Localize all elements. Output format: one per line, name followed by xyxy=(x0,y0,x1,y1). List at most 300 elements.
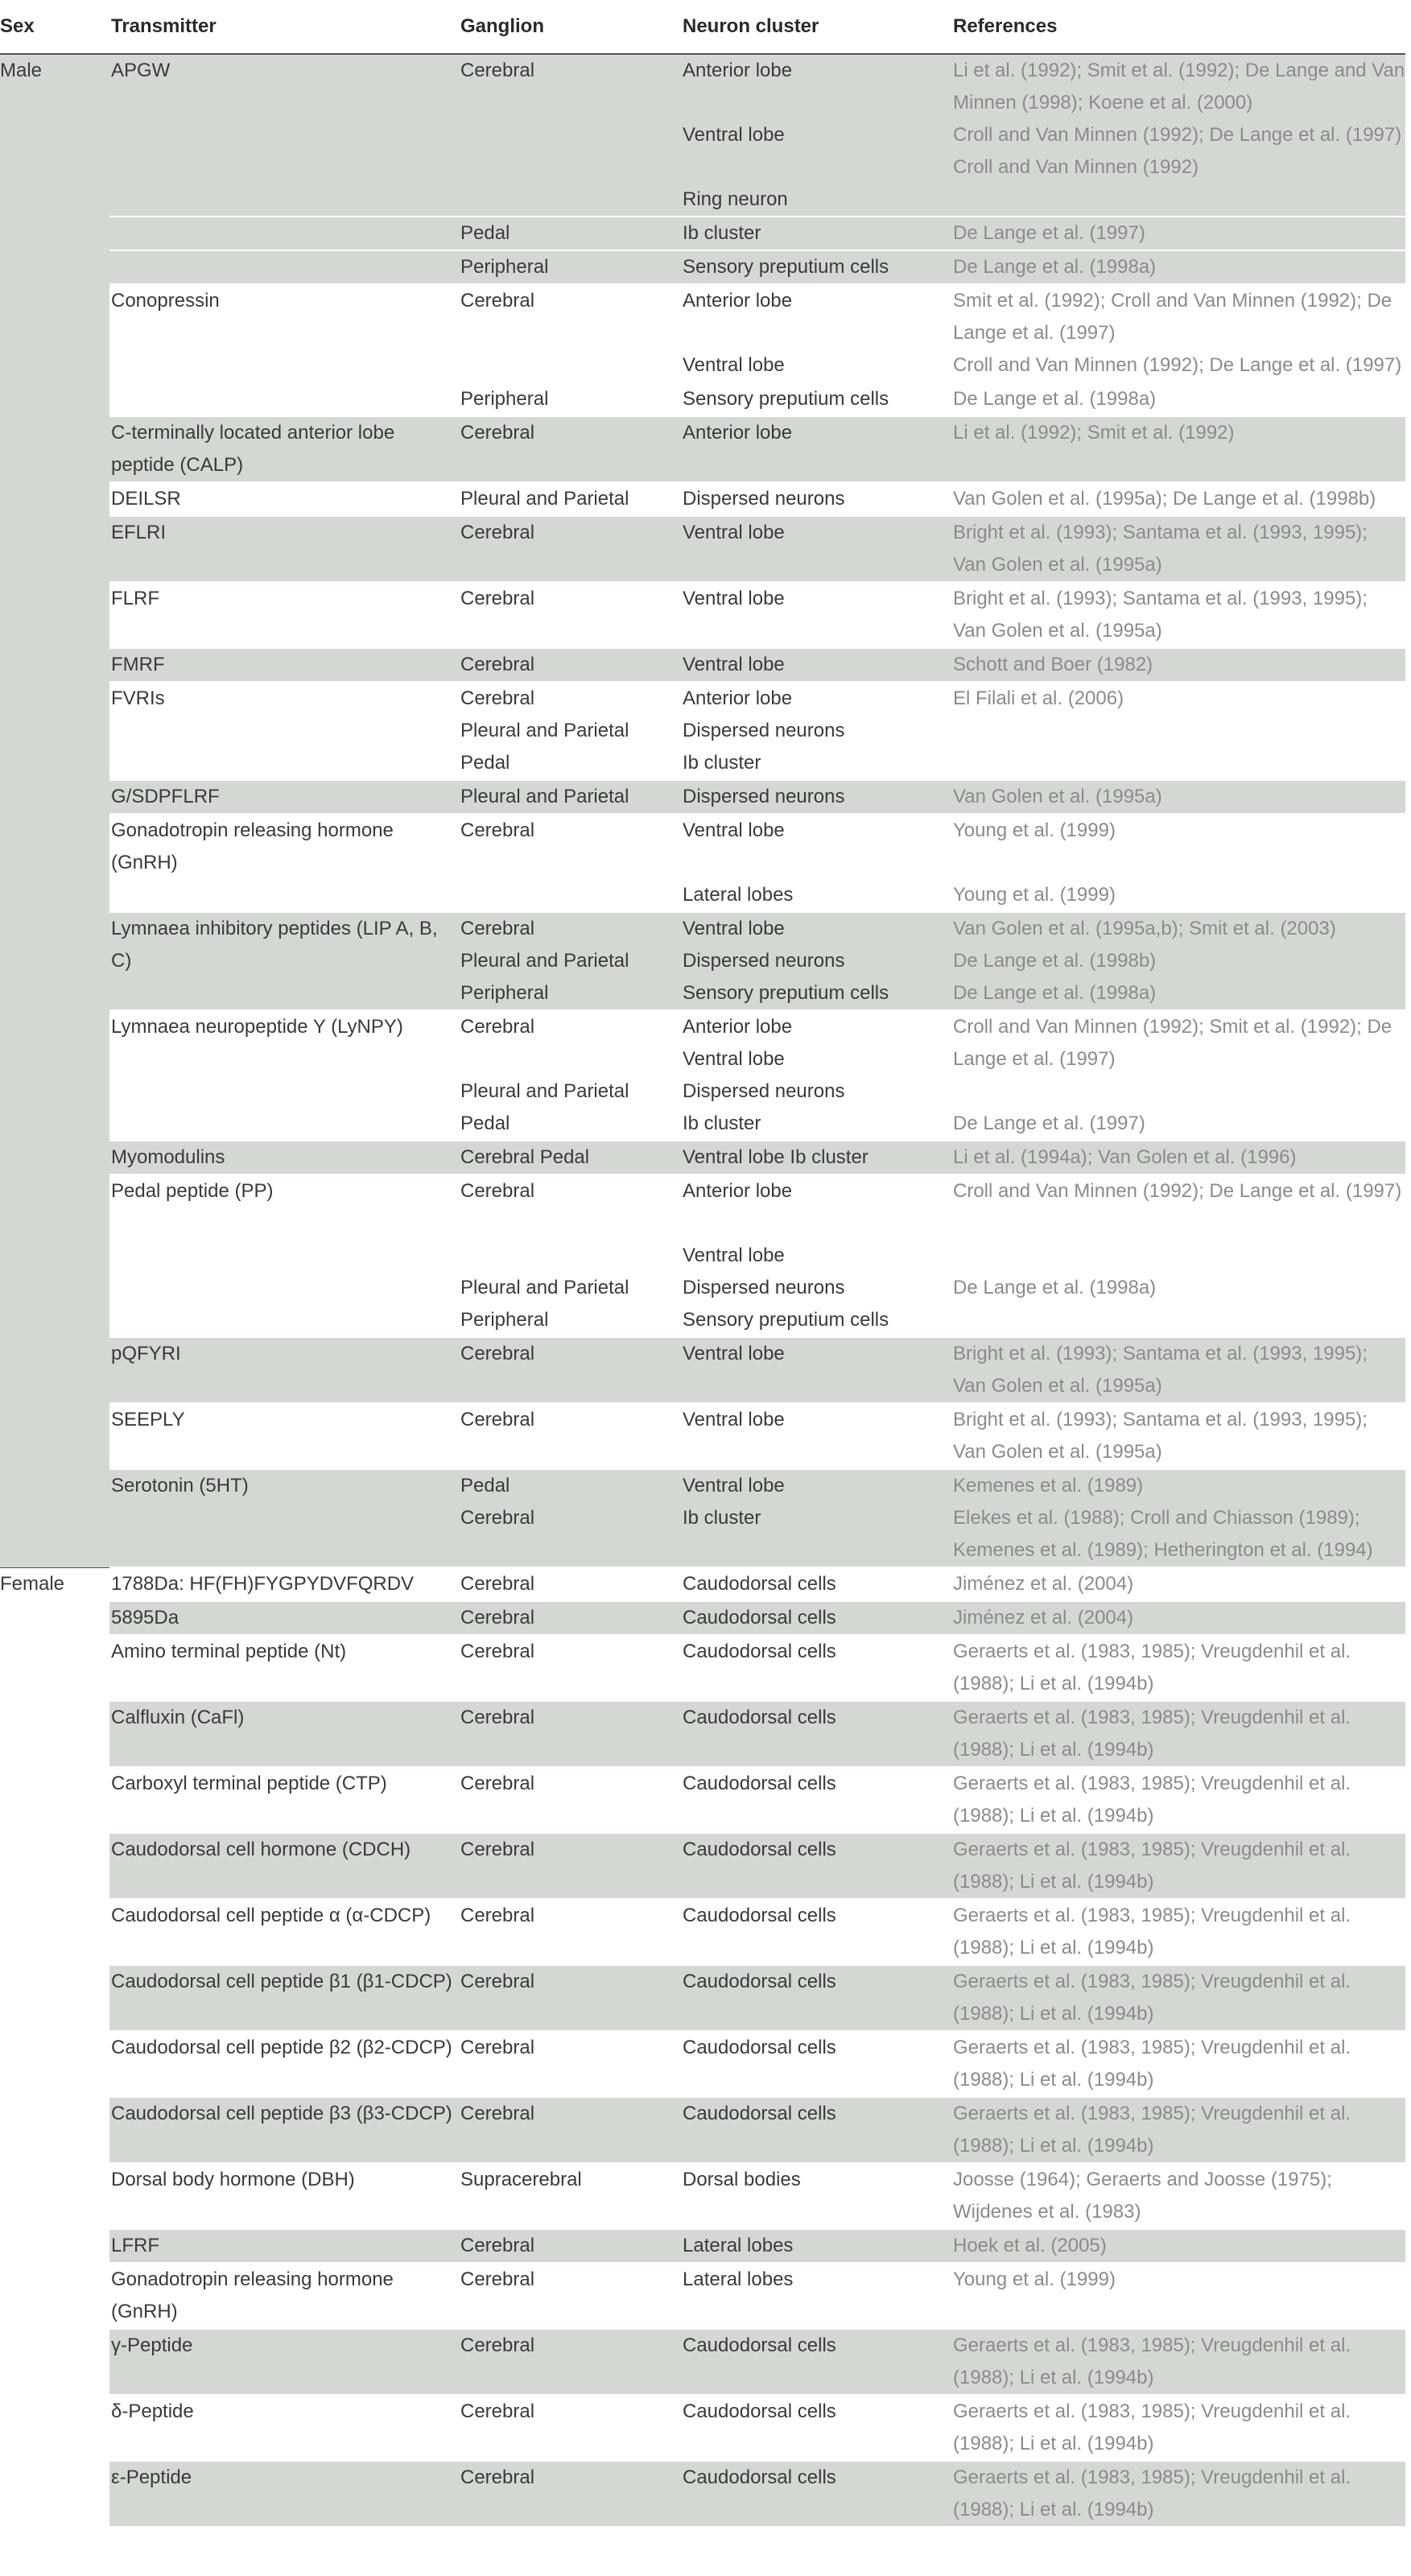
neuron-cluster-cell xyxy=(683,648,953,682)
neuron-cluster-cell-line: Ventral lobe xyxy=(683,918,785,939)
transmitter-cell xyxy=(109,217,460,250)
transmitter-cell xyxy=(109,2395,460,2461)
transmitter-cell xyxy=(109,1833,460,1899)
transmitter-cell-text: Caudodorsal cell peptide β3 (β3-CDCP) xyxy=(111,2103,452,2124)
transmitter-cell-text: FVRIs xyxy=(111,687,165,709)
neuron-cluster-cell-line: Ventral lobe xyxy=(683,654,785,675)
references-cell-line: Hoek et al. (2005) xyxy=(953,2235,1107,2256)
table-row xyxy=(0,682,1405,780)
transmitter-cell-text: Carboxyl terminal peptide (CTP) xyxy=(111,1773,387,1794)
neuron-cluster-cell xyxy=(683,682,953,780)
references-cell xyxy=(953,1567,1405,1601)
neuron-cluster-cell xyxy=(683,780,953,814)
ganglion-cell-line: Cerebral xyxy=(460,819,535,841)
references-cell-line: Geraerts et al. (1983, 1985); Vreugdenhil et al. (1988); Li et al. (1994b) xyxy=(953,1707,1351,1761)
ganglion-cell-line: Pleural and Parietal xyxy=(460,1080,629,1102)
table-row xyxy=(0,284,1405,382)
sex-label: Female xyxy=(0,1572,65,1595)
references-cell xyxy=(953,2395,1405,2461)
references-cell xyxy=(953,2163,1405,2229)
table-row xyxy=(0,2329,1405,2395)
neuron-cluster-cell xyxy=(683,2163,953,2229)
ganglion-cell xyxy=(460,217,683,250)
ganglion-cell xyxy=(460,2263,683,2329)
references-cell-line: Van Golen et al. (1995a,b); Smit et al. (2003) xyxy=(953,918,1336,939)
references-cell-line: Young et al. (1999) xyxy=(953,884,1116,906)
references-cell xyxy=(953,1701,1405,1767)
neuron-cluster-cell-line: Lateral lobes xyxy=(683,2235,794,2256)
table-row xyxy=(0,780,1405,814)
table-row xyxy=(0,2461,1405,2526)
table-row xyxy=(0,2097,1405,2163)
transmitter-cell xyxy=(109,516,460,582)
neuron-cluster-cell xyxy=(683,416,953,482)
ganglion-cell-line: Cerebral xyxy=(460,1971,535,1992)
references-cell-line: Kemenes et al. (1989) xyxy=(953,1475,1144,1496)
transmitter-cell xyxy=(109,382,460,416)
table-row xyxy=(0,1965,1405,2031)
neuron-cluster-cell-line: Dorsal bodies xyxy=(683,2169,801,2190)
neuron-cluster-cell-line: Caudodorsal cells xyxy=(683,2401,836,2422)
neuron-cluster-cell-line: Sensory preputium cells xyxy=(683,256,889,278)
transmitter-cell-text: APGW xyxy=(111,60,171,81)
ganglion-cell-line: Cerebral xyxy=(460,1773,535,1794)
ganglion-cell-line: Pedal xyxy=(460,752,510,774)
ganglion-cell xyxy=(460,1601,683,1635)
transmitter-cell-text: DEILSR xyxy=(111,488,181,510)
neuron-cluster-cell-line: Ib cluster xyxy=(683,1113,761,1134)
table-row xyxy=(0,2163,1405,2229)
references-cell xyxy=(953,2263,1405,2329)
ganglion-cell xyxy=(460,1337,683,1403)
ganglion-cell-line: Cerebral xyxy=(460,2467,535,2488)
references-cell xyxy=(953,2329,1405,2395)
references-cell xyxy=(953,284,1405,382)
neuron-cluster-cell-line: Ventral lobe xyxy=(683,1343,785,1364)
transmitter-cell-text: Caudodorsal cell peptide α (α-CDCP) xyxy=(111,1905,431,1926)
neuron-cluster-cell-line: Ib cluster xyxy=(683,222,761,244)
references-cell-line: Geraerts et al. (1983, 1985); Vreugdenhil et al. (1988); Li et al. (1994b) xyxy=(953,2401,1351,2454)
neuron-cluster-cell xyxy=(683,2097,953,2163)
ganglion-cell xyxy=(460,284,683,382)
transmitter-cell-text: 5895Da xyxy=(111,1607,179,1629)
ganglion-cell xyxy=(460,1965,683,2031)
transmitter-cell-text: Myomodulins xyxy=(111,1146,225,1168)
neuron-cluster-cell-line: Ib cluster xyxy=(683,1507,761,1529)
references-cell xyxy=(953,912,1405,1010)
references-cell xyxy=(953,1337,1405,1403)
ganglion-cell-line: Cerebral xyxy=(460,1641,535,1662)
neuron-cluster-cell-line: Ventral lobe xyxy=(683,819,785,841)
neuron-cluster-cell-line: Anterior lobe xyxy=(683,60,793,81)
references-cell-line: Bright et al. (1993); Santama et al. (1993, 1995); Van Golen et al. (1995a) xyxy=(953,1343,1368,1397)
transmitter-cell xyxy=(109,582,460,648)
references-cell-line: De Lange et al. (1998a) xyxy=(953,256,1157,278)
header-references: References xyxy=(953,0,1405,54)
ganglion-cell-line: Cerebral xyxy=(460,588,535,609)
ganglion-cell-line xyxy=(460,1208,683,1240)
neuron-cluster-cell-line: Anterior lobe xyxy=(683,290,793,312)
table-row xyxy=(0,2031,1405,2097)
neuron-cluster-cell-line: Ventral lobe xyxy=(683,1048,785,1070)
ganglion-cell xyxy=(460,912,683,1010)
transmitter-cell-text: pQFYRI xyxy=(111,1343,181,1364)
ganglion-cell xyxy=(460,2163,683,2229)
references-cell xyxy=(953,1174,1405,1337)
table-row xyxy=(0,516,1405,582)
ganglion-cell xyxy=(460,416,683,482)
ganglion-cell xyxy=(460,54,683,217)
transmitter-cell-text: Serotonin (5HT) xyxy=(111,1475,249,1496)
ganglion-cell xyxy=(460,1567,683,1601)
neuron-cluster-cell-line: Caudodorsal cells xyxy=(683,1839,836,1860)
ganglion-cell xyxy=(460,250,683,284)
ganglion-cell xyxy=(460,2097,683,2163)
ganglion-cell-line: Cerebral xyxy=(460,1607,535,1629)
table-row xyxy=(0,482,1405,516)
neuron-cluster-cell-line: Lateral lobes xyxy=(683,2268,794,2290)
table-row xyxy=(0,250,1405,284)
references-cell xyxy=(953,1469,1405,1567)
references-cell-line: Schott and Boer (1982) xyxy=(953,654,1153,675)
sex-label: Male xyxy=(0,60,43,81)
neuron-cluster-cell xyxy=(683,482,953,516)
ganglion-cell xyxy=(460,2031,683,2097)
transmitter-cell xyxy=(109,416,460,482)
ganglion-cell xyxy=(460,1141,683,1174)
transmitter-cell-text: Pedal peptide (PP) xyxy=(111,1180,274,1202)
transmitter-cell xyxy=(109,814,460,912)
ganglion-cell-line: Cerebral xyxy=(460,1905,535,1926)
ganglion-cell xyxy=(460,2461,683,2526)
transmitter-cell-text: Amino terminal peptide (Nt) xyxy=(111,1641,347,1662)
ganglion-cell-line: Peripheral xyxy=(460,982,549,1004)
references-cell-line: Bright et al. (1993); Santama et al. (1993, 1995); Van Golen et al. (1995a) xyxy=(953,522,1368,576)
references-cell-line: Croll and Van Minnen (1992); De Lange et al. (1997) xyxy=(953,354,1402,376)
transmitter-cell xyxy=(109,2263,460,2329)
transmitter-cell-text: SEEPLY xyxy=(111,1409,185,1430)
ganglion-cell-line: Cerebral xyxy=(460,1180,535,1202)
table-row xyxy=(0,2229,1405,2263)
ganglion-cell xyxy=(460,648,683,682)
neuron-cluster-cell-line: Caudodorsal cells xyxy=(683,2334,836,2356)
transmitter-cell-text: Gonadotropin releasing hormone (GnRH) xyxy=(111,2268,394,2322)
references-cell-line xyxy=(953,847,1405,879)
neuron-cluster-cell xyxy=(683,1899,953,1965)
ganglion-cell-line: Cerebral xyxy=(460,918,535,939)
ganglion-cell-line: Supracerebral xyxy=(460,2169,582,2190)
references-cell-line: Geraerts et al. (1983, 1985); Vreugdenhil et al. (1988); Li et al. (1994b) xyxy=(953,2037,1351,2091)
neuron-cluster-cell-line: Ventral lobe xyxy=(683,124,785,146)
neuron-cluster-cell xyxy=(683,1965,953,2031)
transmitter-cell-text: Gonadotropin releasing hormone (GnRH) xyxy=(111,819,394,873)
neuron-cluster-cell xyxy=(683,912,953,1010)
ganglion-cell-line: Cerebral xyxy=(460,2268,535,2290)
transmitter-cell-text: EFLRI xyxy=(111,522,167,543)
neuron-cluster-cell xyxy=(683,1701,953,1767)
transmitter-cell xyxy=(109,1010,460,1141)
ganglion-cell-line: Cerebral xyxy=(460,1573,535,1595)
transmitter-cell-text: Conopressin xyxy=(111,290,220,312)
table-body xyxy=(0,54,1405,2526)
ganglion-cell xyxy=(460,1174,683,1337)
table-row xyxy=(0,1010,1405,1141)
references-cell-line: Croll and Van Minnen (1992); De Lange et al. (1997) xyxy=(953,1180,1402,1202)
ganglion-cell-line: Cerebral xyxy=(460,1343,535,1364)
neuron-cluster-cell-line: Ventral lobe xyxy=(683,354,785,376)
sex-cell xyxy=(0,1567,109,2526)
neuron-cluster-cell xyxy=(683,54,953,217)
transmitter-cell xyxy=(109,682,460,780)
neuron-cluster-cell-line: Ib cluster xyxy=(683,752,761,774)
transmitter-cell xyxy=(109,1601,460,1635)
table-row xyxy=(0,2263,1405,2329)
transmitter-cell-text: Calfluxin (CaFl) xyxy=(111,1707,245,1728)
references-cell-line: Jiménez et al. (2004) xyxy=(953,1607,1134,1629)
table-row xyxy=(0,1337,1405,1403)
neuron-cluster-cell xyxy=(683,1601,953,1635)
references-cell-line: Bright et al. (1993); Santama et al. (1993, 1995); Van Golen et al. (1995a) xyxy=(953,588,1368,642)
references-cell-line: Van Golen et al. (1995a); De Lange et al. (1998b) xyxy=(953,488,1376,510)
neuron-cluster-cell-line: Dispersed neurons xyxy=(683,1080,845,1102)
transmitter-cell xyxy=(109,1965,460,2031)
transmitter-cell xyxy=(109,482,460,516)
references-cell-line: Smit et al. (1992); Croll and Van Minnen (1992); De Lange et al. (1997) xyxy=(953,290,1392,344)
ganglion-cell-line: Cerebral xyxy=(460,2037,535,2058)
table-row xyxy=(0,1833,1405,1899)
ganglion-cell xyxy=(460,516,683,582)
ganglion-cell-line: Pedal xyxy=(460,222,510,244)
transmitter-cell xyxy=(109,648,460,682)
ganglion-cell-line: Pleural and Parietal xyxy=(460,488,629,510)
references-cell-line: Bright et al. (1993); Santama et al. (1993, 1995); Van Golen et al. (1995a) xyxy=(953,1409,1368,1463)
ganglion-cell-line: Cerebral xyxy=(460,60,535,81)
header-transmitter: Transmitter xyxy=(109,0,460,54)
transmitter-cell xyxy=(109,1567,460,1601)
ganglion-cell-line: Cerebral xyxy=(460,1839,535,1860)
references-cell-line: Geraerts et al. (1983, 1985); Vreugdenhil et al. (1988); Li et al. (1994b) xyxy=(953,2103,1351,2157)
references-cell-line: Young et al. (1999) xyxy=(953,2268,1116,2290)
table-row xyxy=(0,1567,1405,1601)
neuron-cluster-cell xyxy=(683,1141,953,1174)
references-cell-line xyxy=(953,1075,1405,1108)
references-cell-line xyxy=(953,1240,1405,1272)
references-cell xyxy=(953,1965,1405,2031)
neuron-cluster-cell xyxy=(683,1010,953,1141)
ganglion-cell xyxy=(460,582,683,648)
references-cell-line: Young et al. (1999) xyxy=(953,819,1116,841)
transmitter-cell xyxy=(109,1141,460,1174)
neuron-cluster-cell-line: Ventral lobe xyxy=(683,1475,785,1496)
table-row xyxy=(0,1174,1405,1337)
header-ganglion: Ganglion xyxy=(460,0,683,54)
ganglion-cell-line: Pleural and Parietal xyxy=(460,950,629,972)
ganglion-cell-line: Peripheral xyxy=(460,388,549,410)
ganglion-cell-line: Pleural and Parietal xyxy=(460,786,629,807)
neuron-cluster-cell-line: Caudodorsal cells xyxy=(683,2103,836,2124)
neuron-cluster-cell xyxy=(683,2329,953,2395)
references-cell-line: Van Golen et al. (1995a) xyxy=(953,786,1162,807)
references-cell-line: Geraerts et al. (1983, 1985); Vreugdenhil et al. (1988); Li et al. (1994b) xyxy=(953,1773,1351,1827)
sex-cell xyxy=(0,54,109,1567)
transmitter-cell xyxy=(109,1767,460,1833)
neuron-cluster-cell-line: Ring neuron xyxy=(683,188,788,210)
neuron-cluster-cell-line xyxy=(683,1208,953,1240)
neuron-cluster-cell-line: Anterior lobe xyxy=(683,687,793,709)
ganglion-cell xyxy=(460,1403,683,1469)
transmitter-cell-text: γ-Peptide xyxy=(111,2334,193,2356)
references-cell xyxy=(953,250,1405,284)
neuron-cluster-cell-line: Ventral lobe xyxy=(683,1409,785,1430)
references-cell xyxy=(953,582,1405,648)
references-cell xyxy=(953,416,1405,482)
transmitter-cell-text: LFRF xyxy=(111,2235,159,2256)
references-cell-line: Jiménez et al. (2004) xyxy=(953,1573,1134,1595)
transmitter-cell-text: 1788Da: HF(FH)FYGPYDVFQRDV xyxy=(111,1573,415,1595)
neuron-cluster-cell-line: Lateral lobes xyxy=(683,884,794,906)
references-cell-line: Geraerts et al. (1983, 1985); Vreugdenhil et al. (1988); Li et al. (1994b) xyxy=(953,1971,1351,2025)
transmitter-cell xyxy=(109,1899,460,1965)
neuron-cluster-cell-line: Caudodorsal cells xyxy=(683,1607,836,1629)
neuron-cluster-cell-line: Sensory preputium cells xyxy=(683,982,889,1004)
ganglion-cell-line: Cerebral xyxy=(460,2401,535,2422)
ganglion-cell xyxy=(460,1635,683,1701)
references-cell-line: De Lange et al. (1998a) xyxy=(953,982,1157,1004)
table-row xyxy=(0,814,1405,912)
transmitter-cell-text: FLRF xyxy=(111,588,159,609)
neuron-cluster-cell-line: Caudodorsal cells xyxy=(683,1707,836,1728)
neuron-cluster-cell-line xyxy=(683,317,953,349)
transmitter-cell xyxy=(109,2031,460,2097)
references-cell-line: Geraerts et al. (1983, 1985); Vreugdenhil et al. (1988); Li et al. (1994b) xyxy=(953,2467,1351,2520)
references-cell-line: De Lange et al. (1997) xyxy=(953,1113,1145,1134)
table-row xyxy=(0,416,1405,482)
transmitter-cell xyxy=(109,2329,460,2395)
references-cell xyxy=(953,2097,1405,2163)
ganglion-cell xyxy=(460,1010,683,1141)
neuron-cluster-cell xyxy=(683,382,953,416)
table-row xyxy=(0,382,1405,416)
neuron-cluster-cell-line: Caudodorsal cells xyxy=(683,2037,836,2058)
neuron-cluster-cell xyxy=(683,2229,953,2263)
references-cell xyxy=(953,648,1405,682)
ganglion-cell-line: Cerebral xyxy=(460,2235,535,2256)
ganglion-cell-line: Peripheral xyxy=(460,256,549,278)
neuron-cluster-cell-line: Anterior lobe xyxy=(683,422,793,444)
ganglion-cell-line xyxy=(460,151,683,184)
references-cell xyxy=(953,516,1405,582)
transmitter-cell xyxy=(109,780,460,814)
neuron-cluster-cell-line: Dispersed neurons xyxy=(683,1277,845,1298)
references-cell-line xyxy=(953,1208,1405,1240)
ganglion-cell xyxy=(460,2395,683,2461)
neuron-cluster-cell-line: Ventral lobe xyxy=(683,522,785,543)
ganglion-cell-line xyxy=(460,119,683,151)
transmitter-cell xyxy=(109,1403,460,1469)
ganglion-cell xyxy=(460,1833,683,1899)
neuron-cluster-cell-line: Caudodorsal cells xyxy=(683,2467,836,2488)
transmitter-cell xyxy=(109,912,460,1010)
transmitter-cell-text: Lymnaea neuropeptide Y (LyNPY) xyxy=(111,1016,403,1038)
references-cell xyxy=(953,382,1405,416)
references-cell-line: Geraerts et al. (1983, 1985); Vreugdenhil et al. (1988); Li et al. (1994b) xyxy=(953,1839,1351,1893)
ganglion-cell-line xyxy=(460,87,683,119)
transmitter-cell-text: G/SDPFLRF xyxy=(111,786,220,807)
transmitter-cell xyxy=(109,1174,460,1337)
neuron-cluster-cell xyxy=(683,217,953,250)
table-header-row xyxy=(0,0,1405,54)
references-cell xyxy=(953,1635,1405,1701)
table-row xyxy=(0,1899,1405,1965)
neuron-cluster-cell-line: Ventral lobe xyxy=(683,1245,785,1266)
neuron-cluster-cell xyxy=(683,1567,953,1601)
references-cell-line: Li et al. (1994a); Van Golen et al. (1996) xyxy=(953,1146,1297,1168)
references-cell xyxy=(953,780,1405,814)
references-cell-line: Geraerts et al. (1983, 1985); Vreugdenhil et al. (1988); Li et al. (1994b) xyxy=(953,1641,1351,1695)
neuron-cluster-cell xyxy=(683,1469,953,1567)
references-cell xyxy=(953,1767,1405,1833)
neuron-cluster-cell xyxy=(683,1635,953,1701)
transmitter-cell-text: ε-Peptide xyxy=(111,2467,192,2488)
transmitter-cell-text: FMRF xyxy=(111,654,165,675)
ganglion-cell-line: Cerebral xyxy=(460,1016,535,1038)
neuron-cluster-cell xyxy=(683,1767,953,1833)
neuron-cluster-cell xyxy=(683,1174,953,1337)
transmitter-cell xyxy=(109,2097,460,2163)
neuron-cluster-cell-line: Dispersed neurons xyxy=(683,488,845,510)
ganglion-cell xyxy=(460,1469,683,1567)
references-cell-line: Croll and Van Minnen (1992); Smit et al. (1992); De Lange et al. (1997) xyxy=(953,1016,1392,1070)
ganglion-cell xyxy=(460,1767,683,1833)
transmitter-cell xyxy=(109,1635,460,1701)
table-row xyxy=(0,1141,1405,1174)
ganglion-cell-line: Cerebral xyxy=(460,1707,535,1728)
transmitter-cell xyxy=(109,2461,460,2526)
ganglion-cell xyxy=(460,2229,683,2263)
references-cell-line: Croll and Van Minnen (1992); De Lange et al. (1997) xyxy=(953,124,1402,146)
references-cell xyxy=(953,1899,1405,1965)
table-row xyxy=(0,54,1405,217)
table-row xyxy=(0,2395,1405,2461)
transmitter-cell xyxy=(109,1337,460,1403)
neuron-cluster-cell-line: Ventral lobe Ib cluster xyxy=(683,1146,868,1168)
neuron-cluster-cell-line: Sensory preputium cells xyxy=(683,388,889,410)
ganglion-cell xyxy=(460,2329,683,2395)
table-row xyxy=(0,1635,1405,1701)
references-cell-line: Geraerts et al. (1983, 1985); Vreugdenhil et al. (1988); Li et al. (1994b) xyxy=(953,1905,1351,1959)
ganglion-cell-line: Pedal xyxy=(460,1113,510,1134)
neuron-cluster-cell xyxy=(683,2461,953,2526)
references-cell xyxy=(953,1833,1405,1899)
neuron-cluster-cell xyxy=(683,250,953,284)
transmitter-cell-text: Lymnaea inhibitory peptides (LIP A, B, C) xyxy=(111,918,438,972)
neuron-cluster-cell-line: Anterior lobe xyxy=(683,1016,793,1038)
transmitter-cell xyxy=(109,1469,460,1567)
ganglion-cell-line: Pleural and Parietal xyxy=(460,720,629,741)
neuron-cluster-cell-line: Caudodorsal cells xyxy=(683,1573,836,1595)
neuron-cluster-cell xyxy=(683,1337,953,1403)
references-cell-line: Li et al. (1992); Smit et al. (1992); De Lange and Van Minnen (1998); Koene et al. (2000) xyxy=(953,60,1405,114)
neuron-cluster-cell xyxy=(683,1403,953,1469)
transmitter-cell xyxy=(109,250,460,284)
transmitter-cell-text: Dorsal body hormone (DBH) xyxy=(111,2169,355,2190)
ganglion-cell-line xyxy=(460,1043,683,1075)
ganglion-cell-line: Cerebral xyxy=(460,687,535,709)
table-row xyxy=(0,582,1405,648)
references-cell xyxy=(953,217,1405,250)
transmitter-cell xyxy=(109,284,460,382)
references-cell-line: De Lange et al. (1998b) xyxy=(953,950,1157,972)
